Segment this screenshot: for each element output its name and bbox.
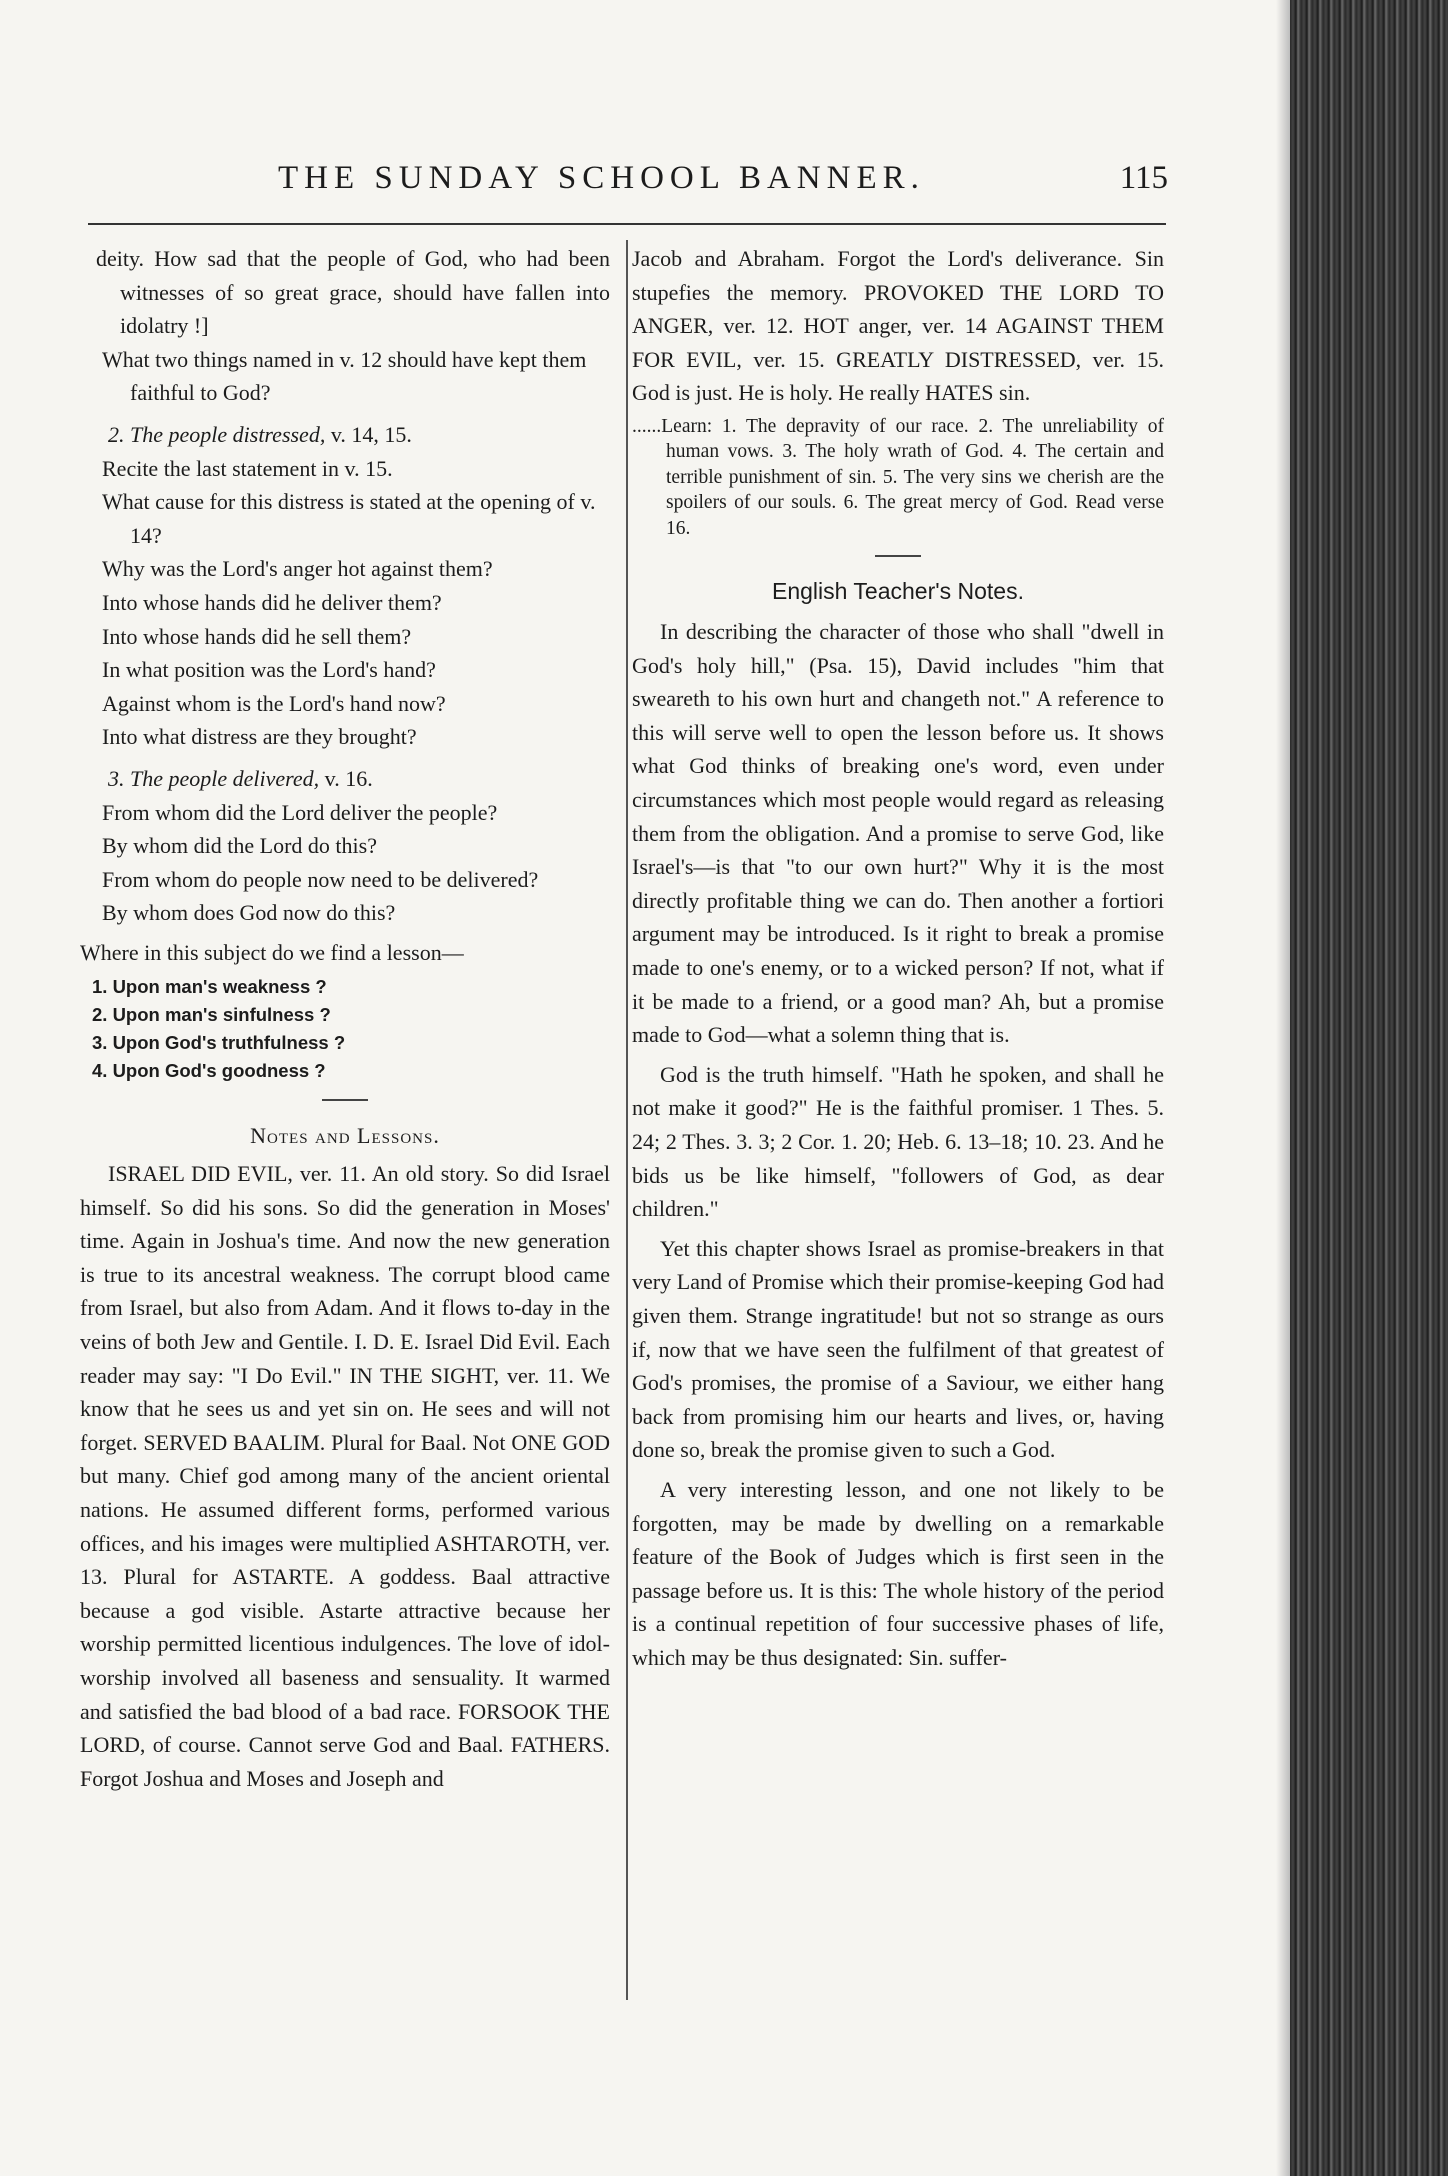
question: Against whom is the Lord's hand now?	[102, 690, 446, 716]
question: What two things named in v. 12 should have kept them faithful to God?	[102, 346, 587, 406]
paragraph: In describing the character of those who shall "dwell in God's holy hill," (Psa. 15), David includes "him that sweareth to his own hurt and changeth not." A reference to this will serve well to open the lesson before us. It shows what God thinks of breaking one's word, even under circumstances which most people would regard as releasing them from the obligation. And a promise to serve God, like Israel's—is that "to our own hurt?" Why it is the most directly profitable thing we can do. Then another a fortiori argument may be introduced. Is it right to break a promise made to one's enemy, or to a wicked person? If not, what if it be made to a friend, or a good man? Ah, but a promise made to God—what a solemn thing that is.	[632, 619, 1164, 1048]
learn-list: ......Learn: 1. The depravity of our race. 2. The unreliability of human vows. 3. The holy wrath of God. 4. The certain and terrible punishment of sin. 5. The very sins we cherish are the spoilers of our souls. 6. The great mercy of God. Read verse 16.	[632, 415, 1164, 539]
question: Into whose hands did he deliver them?	[102, 589, 442, 615]
paragraph: God is the truth himself. "Hath he spoken, and shall he not make it good?" He is the faithful promiser. 1 Thes. 5. 24; 2 Thes. 3. 3; 2 Cor. 1. 20; Heb. 6. 13–18; 10. 23. And he bids us be like himself, "followers of God, as dear children."	[632, 1061, 1164, 1222]
question: By whom did the Lord do this?	[102, 833, 377, 859]
page-header	[88, 160, 1168, 210]
lesson-item: 1. Upon man's weakness ?	[92, 976, 327, 998]
section-title: 3. The people delivered,	[108, 765, 320, 791]
lesson-item: 2. Upon man's sinfulness ?	[92, 1004, 331, 1026]
lesson-item: 3. Upon God's truthfulness ?	[92, 1032, 346, 1054]
lesson-item: 4. Upon God's goodness ?	[92, 1060, 326, 1082]
english-notes-heading: English Teacher's Notes.	[772, 578, 1024, 605]
notes-heading: Notes and Lessons.	[250, 1123, 440, 1149]
question: Into what distress are they brought?	[102, 724, 417, 750]
running-title: THE SUNDAY SCHOOL BANNER.	[278, 160, 925, 196]
question: Why was the Lord's anger hot against them?	[102, 556, 493, 582]
book-spine	[1290, 0, 1448, 2176]
right-column	[632, 242, 1164, 1674]
paragraph: A very interesting lesson, and one not likely to be forgotten, may be made by dwelling on a remarkable feature of the Book of Judges which is first seen in the passage before us. It is this: The whole history of the period is a continual repetition of four successive phases of life, which may be thus designated: Sin. suffer-	[632, 1476, 1164, 1670]
lesson-list	[80, 973, 610, 1085]
section-heading	[80, 762, 610, 796]
page-number: 115	[1119, 160, 1168, 196]
section-ref: v. 14, 15.	[330, 421, 412, 447]
section-title: 2. The people distressed,	[108, 421, 326, 447]
left-column	[80, 242, 610, 1795]
question: Into whose hands did he sell them?	[102, 623, 412, 649]
question: Recite the last statement in v. 15.	[102, 455, 393, 481]
section-divider	[322, 1099, 368, 1101]
carry-over-text: deity. How sad that the people of God, who had been witnesses of so great grace, should have fallen into idolatry !]	[96, 246, 610, 339]
paragraph: Yet this chapter shows Israel as promise-breakers in that very Land of Promise which their promise-keeping God had given them. Strange ingratitude! but not so strange as ours if, now that we have seen the fulfilment of that greatest of God's promises, the promise of a Saviour, we either hang back from promising him our hearts and lives, or, having done so, break the promise given to such a God.	[632, 1235, 1164, 1463]
question: What cause for this distress is stated at the opening of v. 14?	[102, 489, 596, 548]
carry-over-text: Jacob and Abraham. Forgot the Lord's deliverance. Sin stupefies the memory. PROVOKED THE LORD TO ANGER, ver. 12. HOT anger, ver. 14 AGAINST THEM FOR EVIL, ver. 15. GREATLY DISTRESSED, ver. 15. God is just. He is holy. He really HATES sin.	[632, 246, 1164, 406]
section-divider	[875, 555, 921, 557]
header-rule	[88, 223, 1166, 225]
section-ref: v. 16.	[324, 765, 373, 791]
notes-body: ISRAEL DID EVIL, ver. 11. An old story. So did Israel himself. So did his sons. So did the generation in Moses' time. Again in Joshua's time. And now the new generation is true to its ancestral weakness. The corrupt blood came from Israel, but also from Adam. And it flows to-day in the veins of both Jew and Gentile. I. D. E. Israel Did Evil. Each reader may say: "I Do Evil." IN THE SIGHT, ver. 11. We know that he sees us and yet sin on. He sees and will not forget. SERVED BAALIM. Plural for Baal. Not ONE GOD but many. Chief god among many of the ancient oriental nations. He assumed different forms, performed various offices, and his images were multiplied ASHTAROTH, ver. 13. Plural for ASTARTE. A goddess. Baal attractive because a god visible. Astarte attractive because her worship permitted licentious indulgences. The love of idol-worship involved all baseness and sensuality. It warmed and satisfied the bad blood of a bad race. FORSOOK THE LORD, of course. Cannot serve God and Baal. FATHERS. Forgot Joshua and Moses and Joseph and	[80, 1161, 610, 1791]
question: In what position was the Lord's hand?	[102, 657, 436, 683]
question: From whom did the Lord deliver the people?	[102, 799, 498, 825]
page-edge-shadow	[1276, 0, 1290, 2176]
question: By whom does God now do this?	[102, 900, 396, 926]
column-divider	[626, 240, 628, 2000]
section-heading	[80, 418, 610, 452]
lesson-intro: Where in this subject do we find a lesson—	[80, 939, 464, 965]
question: From whom do people now need to be delivered?	[102, 866, 539, 892]
